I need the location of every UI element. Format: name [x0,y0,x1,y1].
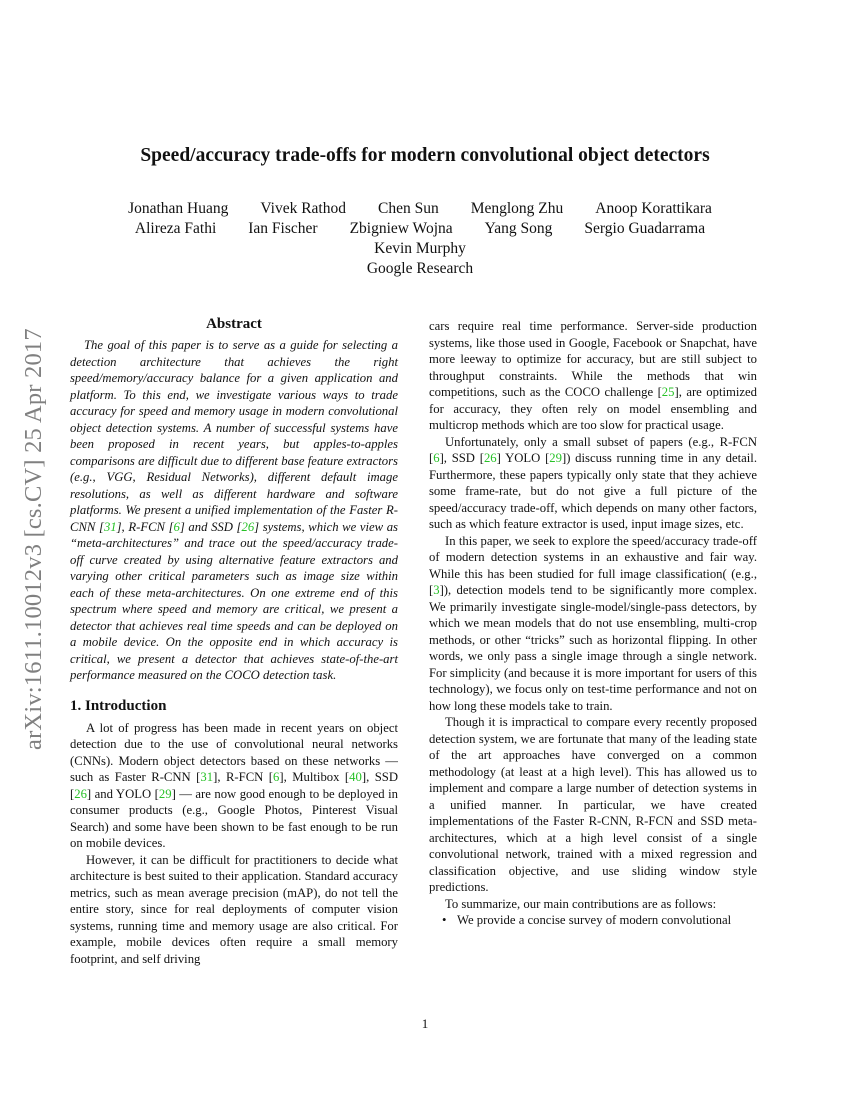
author-name: Ian Fischer [248,220,318,237]
bullet-icon: • [442,913,447,927]
left-column [70,315,398,967]
citation-link[interactable]: 31 [103,519,117,534]
citation-link[interactable]: 6 [173,519,180,534]
abstract-heading: Abstract [206,316,262,332]
author-name: Chen Sun [377,200,439,217]
author-row-3 [70,239,770,259]
intro-paragraph-4: Unfortunately, only a small subset of papers (e.g., R-FCN [6], SSD [26] YOLO [29]) discuss running time in any detail. Furthermore, these papers typically only state that they achieve some frame-rate, but do not give a full picture of the speed/accuracy trade-off, which depends on many other factors, such as which feature extractor is used, input image sizes, etc. [429,434,758,531]
intro-paragraph-2: However, it can be difficult for practitioners to decide what architecture is best suited to their application. Standard accuracy metrics, such as mean average precision (mAP), do not tell the entire story, since for real deployments of computer vision systems, running time and memory usage are also critical. For example, mobile devices often require a small memory footprint, and self driving [70,852,398,966]
section-heading-introduction: 1. Introduction [70,697,167,714]
affiliation: Google Research [366,260,474,277]
citation-link[interactable]: 40 [349,770,362,784]
citation-link[interactable]: 26 [483,451,497,465]
author-name: Anoop Korattikara [595,200,712,217]
citation-link[interactable]: 6 [273,770,280,784]
author-name: Menglong Zhu [470,200,564,217]
citation-link[interactable]: 26 [74,786,87,801]
right-column [429,318,757,929]
author-name: Jonathan Huang [128,200,229,217]
citation-link[interactable]: 29 [158,786,172,801]
contribution-bullet: • We provide a concise survey of modern convolutional [442,913,732,927]
author-name: Sergio Guadarrama [584,220,706,237]
author-row-1 [70,199,770,219]
citation-link[interactable]: 29 [549,451,562,465]
author-name: Vivek Rathod [260,200,346,217]
intro-paragraph-6: Though it is impractical to compare every recently proposed detection system, we are fortunate that many of the leading state of the art approaches have converged on a common methodology (at least at a high level). This has allowed us to implement and compare a large number of detection systems in a unified manner. In particular, we have created implementations of the Faster R-CNN, R-FCN and SSD meta-architectures, which at a high level consist of a single convolutional network, trained with a mixed regression and classification objective, and use sliding window style predictions. [429,715,757,894]
citation-link[interactable]: 25 [661,385,675,399]
intro-paragraph-5: In this paper, we seek to explore the speed/accuracy trade-off of modern detection systems in an exhaustive and fair way. While this has been studied for full image classification( (e.g., [3]), detection models tend to be significantly more complex. We primarily investigate single-model/single-pass detectors, by which we mean models that do not use ensembling, multi-crop methods, or other “tricks” such as horizontal flipping. In other words, we only pass a single image through a single network. For simplicity (and because it is more important for users of this technology), we focus only on test-time performance and not on how long these models take to train. [429,533,757,713]
author-block [70,199,770,279]
author-row-2 [70,219,770,239]
paper-title: Speed/accuracy trade-offs for modern convolutional object detectors [140,145,710,166]
intro-paragraph-7: To summarize, our main contributions are as follows: [445,896,717,911]
intro-paragraph-1: A lot of progress has been made in recent years on object detection due to the use of convolutional neural networks (CNNs). Modern object detectors based on these networks — such as Faster R-CNN [31], R-FCN [6], Multibox [40], SSD [26] and YOLO [29] — are now good enough to be deployed in consumer products (e.g., Google Photos, Pinterest Visual Search) and some have been shown to be fast enough to be run on mobile devices. [70,720,398,850]
intro-paragraph-3: cars require real time performance. Server-side production systems, like those used in Google, Facebook or Snapchat, have more leeway to optimize for accuracy, but are still subject to throughput constraints. While the methods that win competitions, such as the COCO challenge [25], are optimized for accuracy, they often rely on model ensembling and multicrop methods which are too slow for practical usage. [429,319,757,432]
page-number: 1 [421,1016,429,1031]
citation-link[interactable]: 3 [433,583,440,597]
citation-link[interactable]: 31 [200,770,214,784]
abstract-text: The goal of this paper is to serve as a guide for selecting a detection architecture that achieves the right speed/memory/accuracy balance for a given application and platform. To this end, we investigate various ways to trade accuracy for speed and memory usage in modern convolutional object detection systems. A number of successful systems have been proposed in recent years, but apples-to-apples comparisons are difficult due to different base feature extractors (e.g., VGG, Residual Networks), different default image resolutions, as well as different hardware and software platforms. We present a unified implementation of the Faster R-CNN [31], R-FCN [6] and SSD [26] systems, which we view as “meta-architectures” and trace out the speed/accuracy trade-off curve created by using alternative feature extractors and varying other critical parameters such as image size within each of these meta-architectures. On one extreme end of this spectrum where speed and memory are critical, we present a detector that achieves real time speeds and can be deployed on a mobile device. On the opposite end in which accuracy is critical, we present a detector that achieves state-of-the-art performance measured on the COCO detection task. [70,338,398,682]
citation-link[interactable]: 6 [433,451,440,465]
author-name: Kevin Murphy [374,240,466,257]
author-name: Yang Song [484,220,553,237]
author-name: Alireza Fathi [134,220,217,237]
arxiv-stamp: arXiv:1611.10012v3 [cs.CV] 25 Apr 2017 [20,328,47,750]
author-name: Zbigniew Wojna [349,220,453,237]
citation-link[interactable]: 26 [241,519,255,534]
